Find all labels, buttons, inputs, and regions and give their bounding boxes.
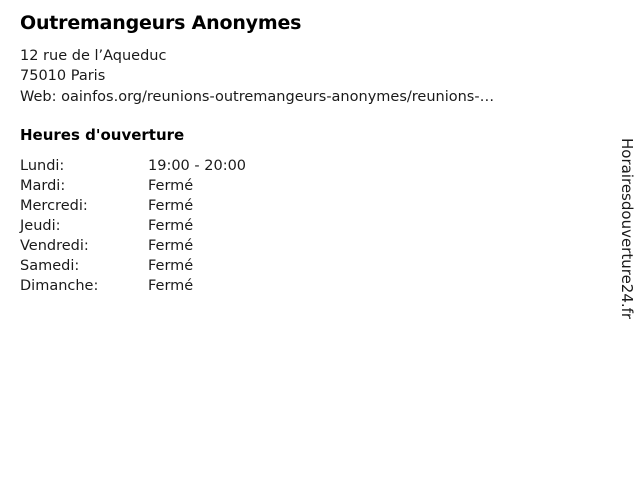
day-value: Fermé — [148, 238, 194, 254]
table-row — [20, 176, 246, 196]
day-label: Samedi: — [20, 258, 80, 274]
day-label: Dimanche: — [20, 278, 99, 294]
brand-watermark: Horairesdouverture24.fr — [618, 138, 636, 320]
address-line-2: 75010 Paris — [20, 68, 106, 84]
day-value: Fermé — [148, 258, 194, 274]
website-line[interactable]: Web: oainfos.org/reunions-outremangeurs-anonymes/reunions-… — [20, 89, 495, 105]
day-value: Fermé — [148, 278, 194, 294]
day-label: Vendredi: — [20, 238, 89, 254]
page-title: Outremangeurs Anonymes — [20, 12, 302, 34]
day-label: Mardi: — [20, 178, 66, 194]
table-row — [20, 276, 246, 296]
listing-card — [20, 0, 600, 480]
day-value: 19:00 - 20:00 — [148, 158, 247, 174]
day-value: Fermé — [148, 218, 194, 234]
table-row — [20, 256, 246, 276]
table-row — [20, 216, 246, 236]
day-label: Mercredi: — [20, 198, 88, 214]
table-row — [20, 156, 246, 176]
address-block — [20, 46, 600, 107]
day-label: Jeudi: — [20, 218, 61, 234]
opening-hours-table — [20, 156, 246, 296]
table-row — [20, 196, 246, 216]
opening-hours-heading: Heures d'ouverture — [20, 126, 185, 144]
day-value: Fermé — [148, 178, 194, 194]
day-label: Lundi: — [20, 158, 65, 174]
table-row — [20, 236, 246, 256]
day-value: Fermé — [148, 198, 194, 214]
address-line-1: 12 rue de l’Aqueduc — [20, 48, 167, 64]
